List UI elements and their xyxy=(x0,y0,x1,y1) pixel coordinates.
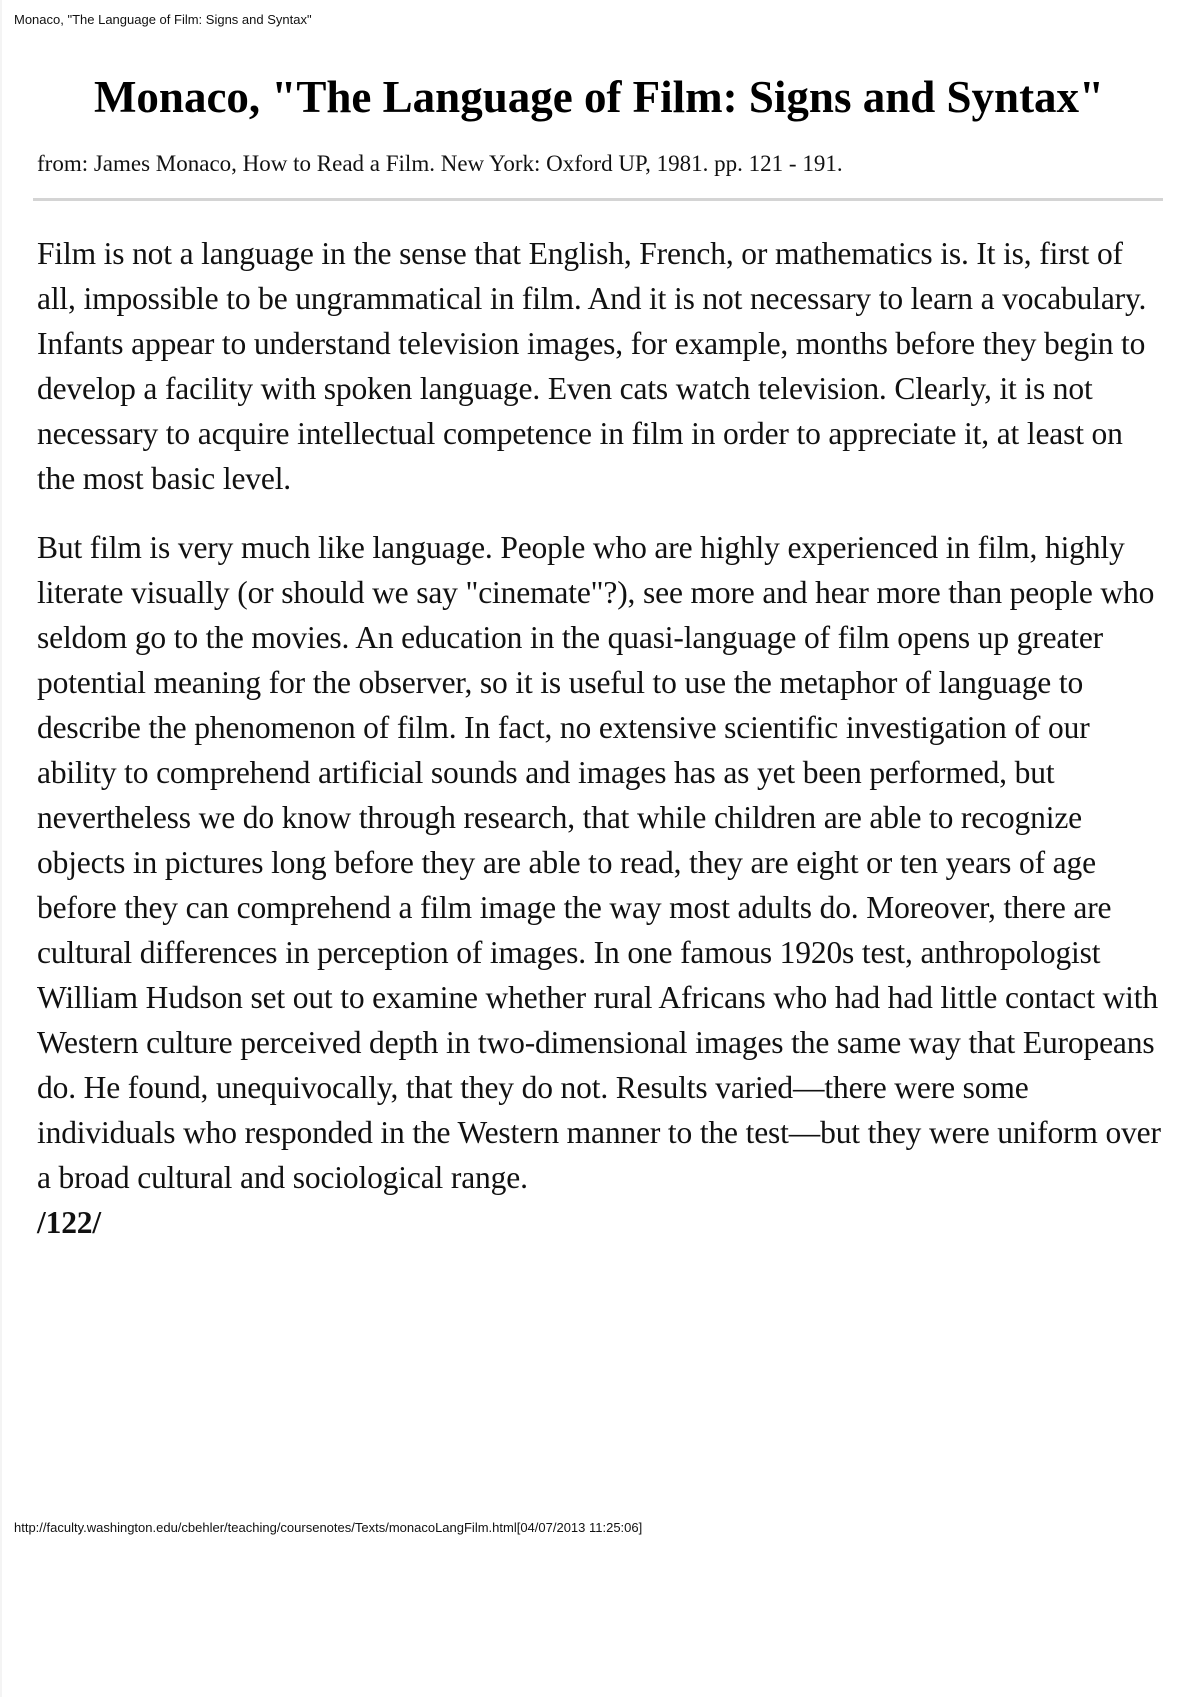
paragraph-2 xyxy=(37,525,1168,1245)
paragraph-1: Film is not a language in the sense that English, French, or mathematics is. It is, first of all, impossible to be ungrammatical in film. And it is not necessary to learn a vocabulary. Infants appear to understand television images, for example, months before they begin to develop a facility with spoken language. Even cats watch television. Clearly, it is not necessary to acquire intellectual competence in film in order to appreciate it, at least on the most basic level. xyxy=(37,236,1147,496)
source-citation: from: James Monaco, How to Read a Film. New York: Oxford UP, 1981. pp. 121 - 191. xyxy=(37,151,843,176)
print-header: Monaco, "The Language of Film: Signs and Syntax" xyxy=(14,12,312,27)
print-footer-url: http://faculty.washington.edu/cbehler/teaching/coursenotes/Texts/monacoLangFilm.html[04/07/2013 11:25:06] xyxy=(14,1520,643,1535)
page-number-marker: /122/ xyxy=(37,1205,102,1240)
article-body xyxy=(37,231,1168,1269)
paragraph-2-text: But film is very much like language. People who are highly experienced in film, highly literate visually (or should we say "cinemate"?), see more and hear more than people who seldom go to the movies. An education in the quasi-language of film opens up greater potential meaning for the observer, so it is useful to use the metaphor of language to describe the phenomenon of film. In fact, no extensive scientific investigation of our ability to comprehend artificial sounds and images has as yet been performed, but nevertheless we do know through research, that while children are able to recognize objects in pictures long before they are able to read, they are eight or ten years of age before they can comprehend a film image the way most adults do. Moreover, there are cultural differences in perception of images. In one famous 1920s test, anthropologist William Hudson set out to examine whether rural Africans who had had little contact with Western culture perceived depth in two-dimensional images the same way that Europeans do. He found, unequivocally, that they do not. Results varied—there were some individuals who responded in the Western manner to the test—but they were uniform over a broad cultural and sociological range. xyxy=(37,530,1161,1195)
horizontal-divider xyxy=(33,198,1163,201)
page-title: Monaco, "The Language of Film: Signs and Syntax" xyxy=(93,72,1105,122)
